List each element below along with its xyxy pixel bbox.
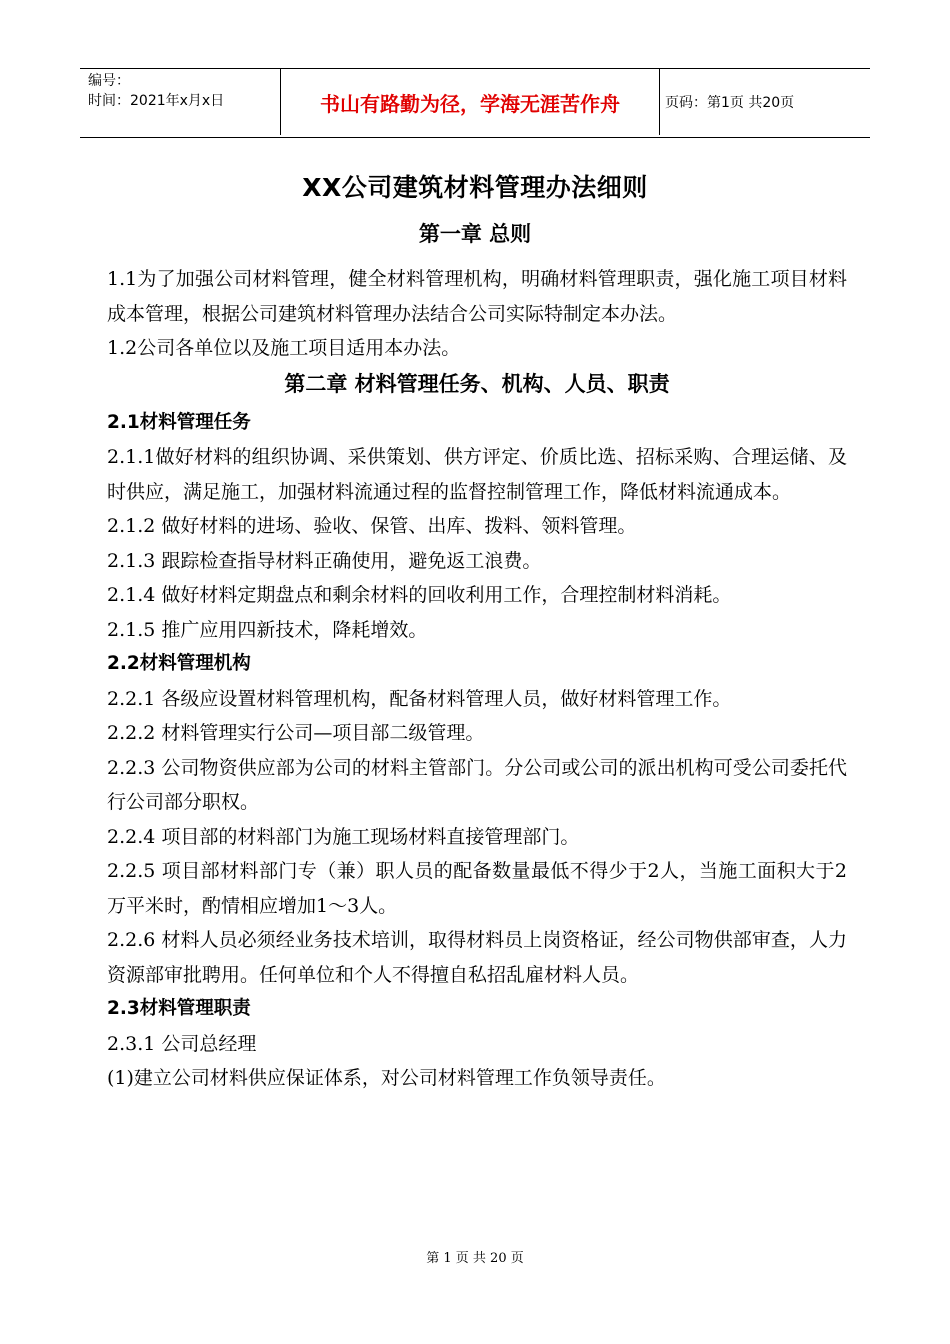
page-header <box>80 68 870 138</box>
header-motto-cell <box>280 69 660 135</box>
document-number-label: 编号： <box>88 73 130 89</box>
paragraph-1-2: 1.2公司各单位以及施工项目适用本办法。 <box>107 337 461 359</box>
paragraph-2-2-3: 2.2.3 公司物资供应部为公司的材料主管部门。分公司或公司的派出机构可受公司委托代行公司部分职权。 <box>107 756 847 813</box>
paragraph-2-3-1-item-1: (1)建立公司材料供应保证体系，对公司材料管理工作负领导责任。 <box>107 1067 666 1089</box>
paragraph-2-3-1: 2.3.1 公司总经理 <box>107 1032 257 1055</box>
section-2-1-heading: 2.1材料管理任务 <box>107 411 251 433</box>
paragraph-2-2-5: 2.2.5 项目部材料部门专（兼）职人员的配备数量最低不得少于2人，当施工面积大于2万平米时，酌情相应增加1～3人。 <box>107 860 847 917</box>
paragraph-2-2-6: 2.2.6 材料人员必须经业务技术培训，取得材料员上岗资格证，经公司物供部审查，人力资源部审批聘用。任何单位和个人不得擅自私招乱雇材料人员。 <box>107 929 847 986</box>
paragraph-2-2-1: 2.2.1 各级应设置材料管理机构，配备材料管理人员，做好材料管理工作。 <box>107 687 732 710</box>
header-page-info: 页码：第1页 共20页 <box>665 95 795 111</box>
paragraph-2-1-4: 2.1.4 做好材料定期盘点和剩余材料的回收利用工作，合理控制材料消耗。 <box>107 584 732 606</box>
paragraph-2-2-2: 2.2.2 材料管理实行公司—项目部二级管理。 <box>107 722 485 744</box>
section-2-2-heading: 2.2材料管理机构 <box>107 653 251 674</box>
paragraph-1-1: 1.1为了加强公司材料管理，健全材料管理机构，明确材料管理职责，强化施工项目材料成本管理，根据公司建筑材料管理办法结合公司实际特制定本办法。 <box>107 268 847 325</box>
document-time-label: 时间：2021年x月x日 <box>88 93 225 109</box>
paragraph-2-2-4: 2.2.4 项目部的材料部门为施工现场材料直接管理部门。 <box>107 825 580 848</box>
paragraph-2-1-5: 2.1.5 推广应用四新技术，降耗增效。 <box>107 618 428 641</box>
paragraph-2-1-1: 2.1.1做好材料的组织协调、采供策划、供方评定、价质比选、招标采购、合理运储、及时供应，满足施工，加强材料流通过程的监督控制管理工作，降低材料流通成本。 <box>107 446 847 503</box>
paragraph-2-1-2: 2.1.2 做好材料的进场、验收、保管、出库、拨料、领料管理。 <box>107 515 637 537</box>
paragraph-2-1-3: 2.1.3 跟踪检查指导材料正确使用，避免返工浪费。 <box>107 549 542 572</box>
header-meta <box>88 71 283 111</box>
header-motto: 书山有路勤为径，学海无涯苦作舟 <box>320 91 620 116</box>
page-footer: 第 1 页 共 20 页 <box>426 1251 524 1266</box>
section-2-3-heading: 2.3材料管理职责 <box>107 998 251 1019</box>
document-body <box>107 262 847 1096</box>
chapter-1-heading: 第一章 总则 <box>418 222 532 246</box>
chapter-2-heading: 第二章 材料管理任务、机构、人员、职责 <box>284 371 670 396</box>
document-title: XX公司建筑材料管理办法细则 <box>302 173 648 202</box>
